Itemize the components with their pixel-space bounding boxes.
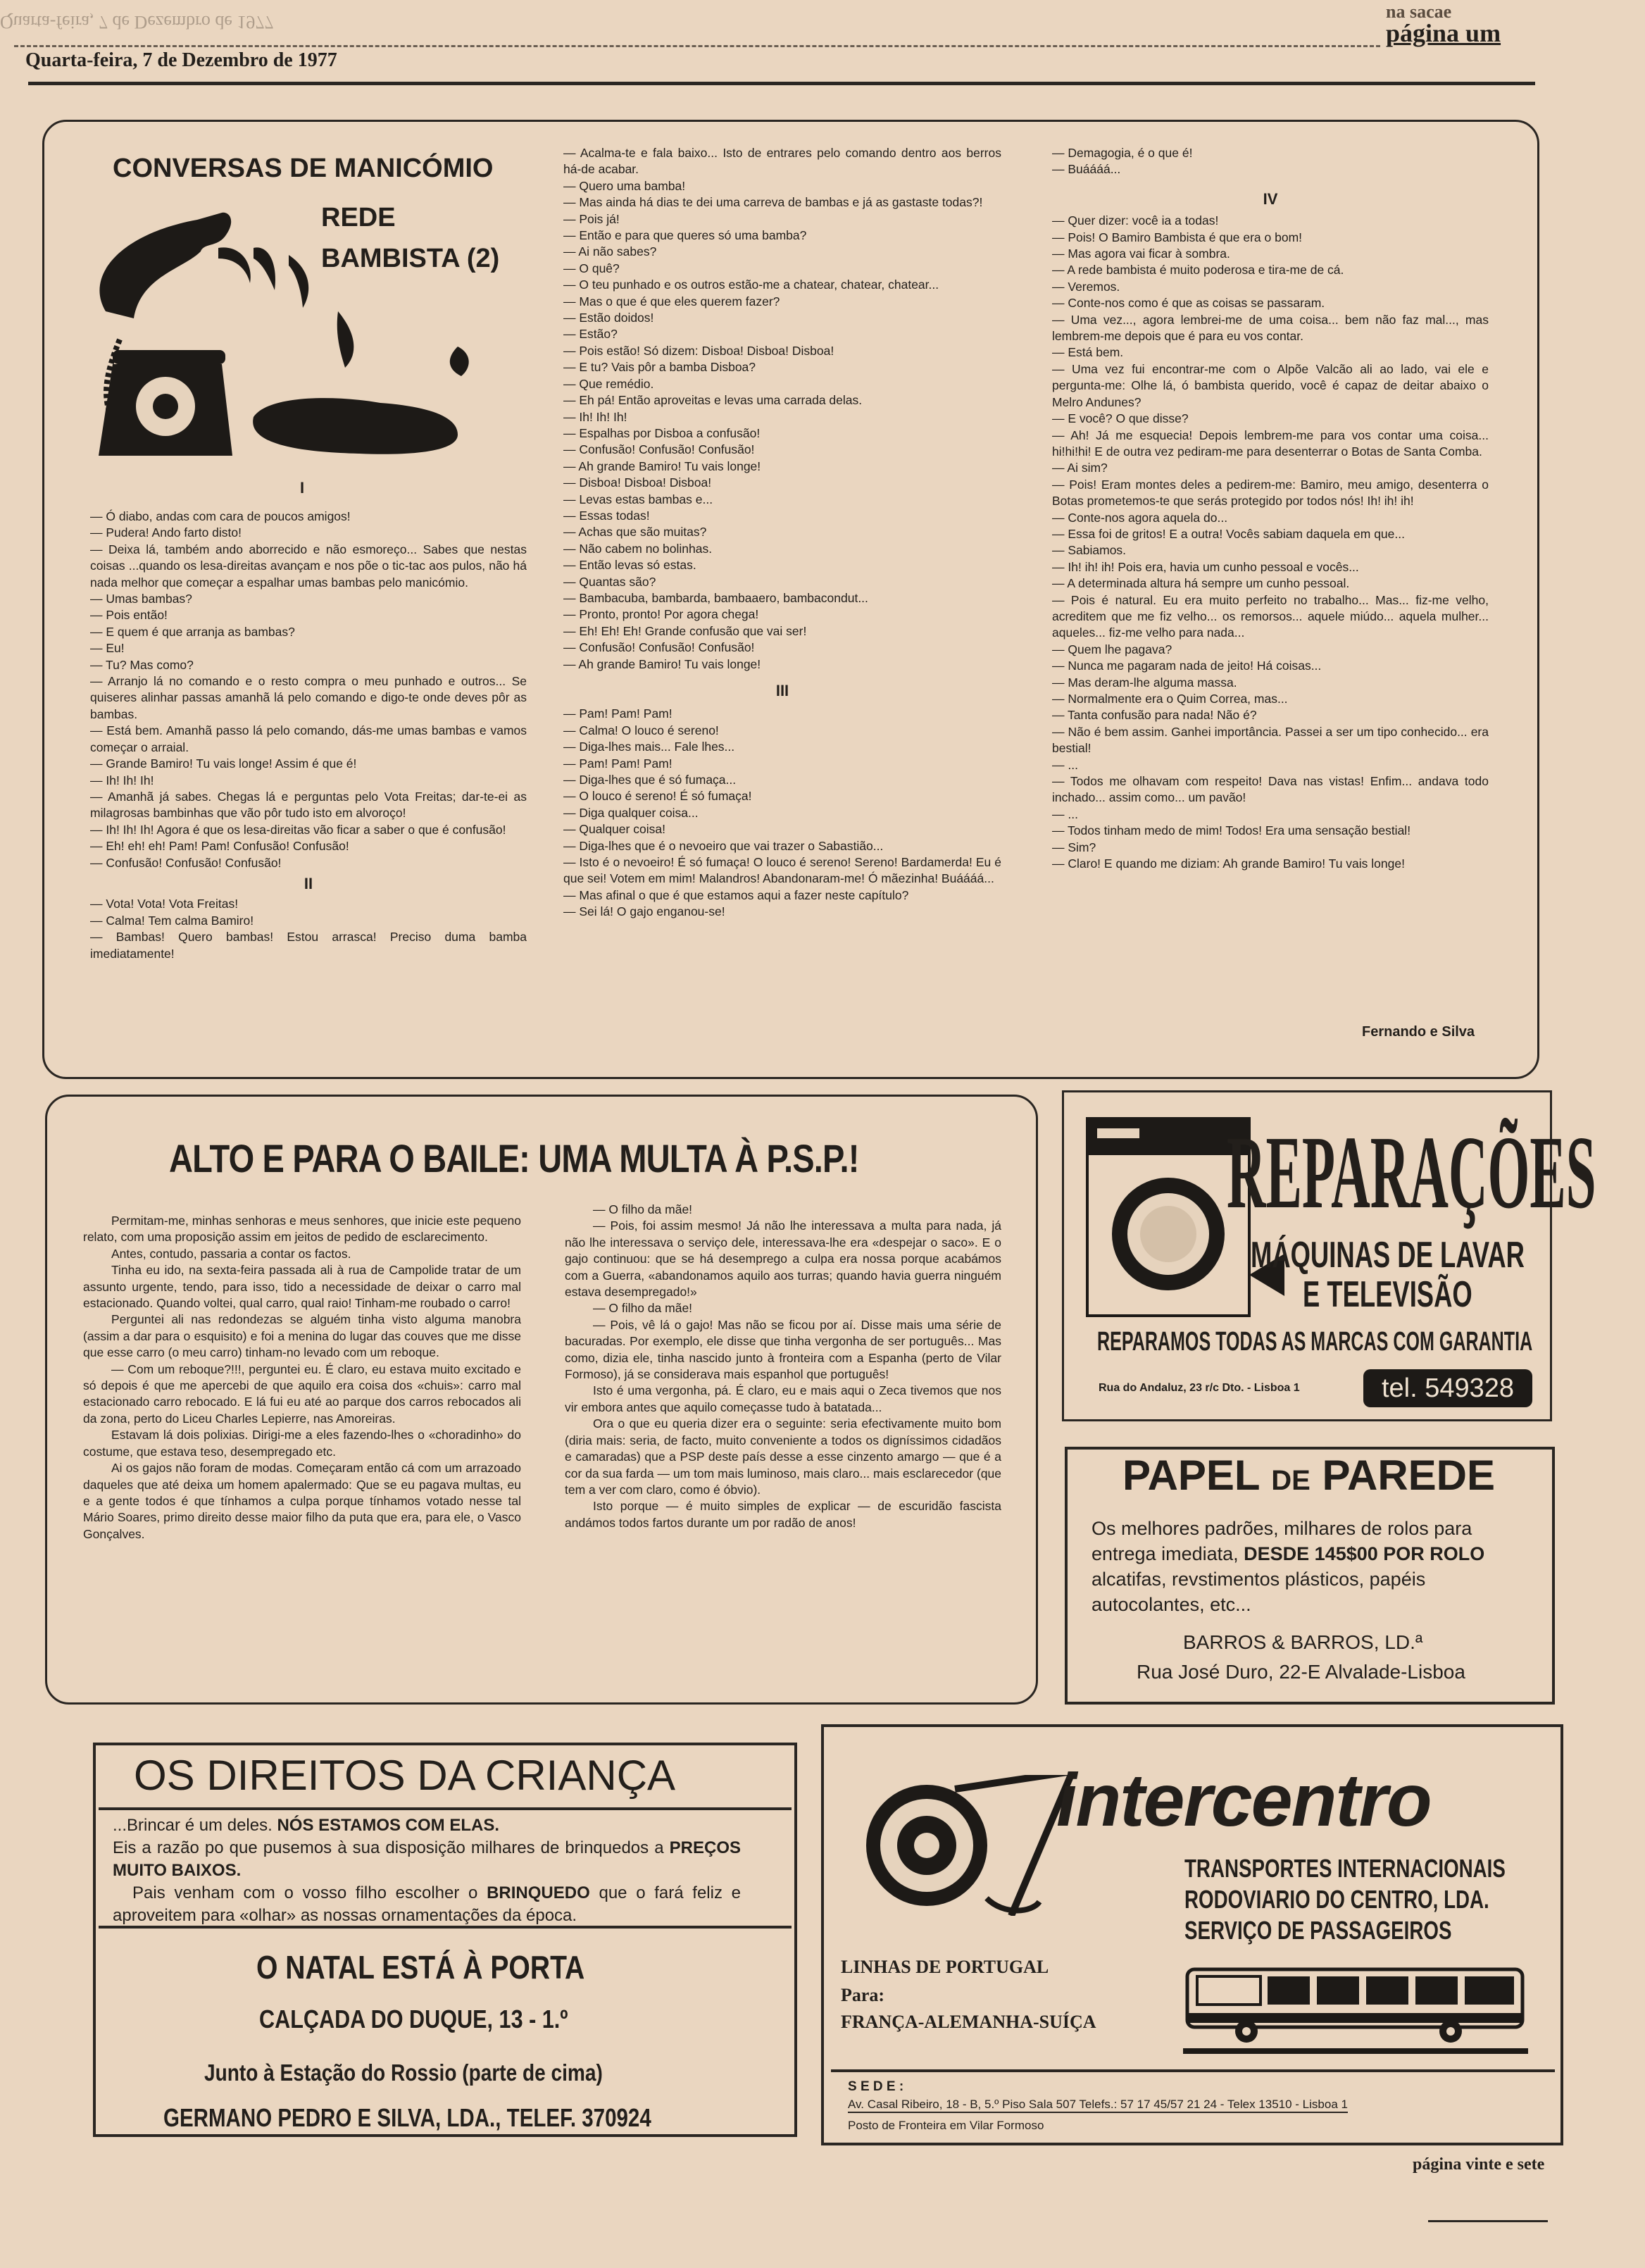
dialogue-line: — Grande Bamiro! Tu vais longe! Assim é que é! — [90, 756, 357, 771]
dialogue-line: — Sabiamos. — [1052, 543, 1127, 558]
paragraph: — O filho da mãe! — [593, 1301, 693, 1316]
dialogue-line: — Nunca me pagaram nada de jeito! Há coisas... — [1052, 659, 1322, 673]
ad-papel-body — [1092, 1516, 1528, 1617]
dialogue-line: — Ih! Ih! Ih! Agora é que os lesa-direitas vão ficar a saber o que é confusão! — [90, 822, 506, 837]
ad-intercentro-line3: SERVIÇO DE PASSAGEIROS — [1184, 1916, 1452, 1945]
dialogue-line: — Mas o que é que eles querem fazer? — [563, 294, 780, 309]
paragraph: Tinha eu ido, na sexta-feira passada ali à rua de Campolide tratar de um assunto urgente, tendo, para isso, tido a necessidade de deixar o carro mal estacionado. Quando voltei, qual carro, qual raio! Tinham-me roubado o carro! — [83, 1263, 521, 1311]
dialogue-line: — Quero uma bamba! — [563, 178, 686, 193]
dialogue-line: — A determinada altura há sempre um cunho pessoal. — [1052, 576, 1350, 591]
article1-title: CONVERSAS DE MANICÓMIO — [113, 154, 494, 183]
paragraph: — Com um reboque?!!!, perguntei eu. É claro, eu estava muito excitado e só depois é que me apercebi de que aquilo era coisa dos «chuis»: carro mal estacionado carro rebocado. E lá fui eu até ao parque dos carros rebocados ali da zona, perto do Liceu Charles Lepierre, nas Amoreiras. — [83, 1362, 521, 1426]
dialogue-line: — Vota! Vota! Vota Freitas! — [90, 897, 239, 911]
dialogue-line: — Pois já! — [563, 211, 620, 226]
article1-title-rede: REDE — [321, 203, 396, 232]
section-top-label: na sacae — [1386, 1, 1452, 22]
dialogue-line: — Eu! — [90, 641, 125, 656]
section-num-III: III — [775, 682, 789, 699]
ad-intercentro-para: Para: — [841, 1985, 885, 2005]
dialogue-line: — Pois então! — [90, 608, 168, 623]
article2-title: ALTO E PARA O BAILE: UMA MULTA À P.S.P.! — [169, 1136, 859, 1180]
dialogue-line: — Ah grande Bamiro! Tu vais longe! — [563, 459, 761, 473]
dialogue-line: — Estão? — [563, 327, 618, 342]
dialogue-line: — Demagogia, é o que é! — [1052, 146, 1193, 160]
ad-direitos-rule-mid — [99, 1926, 792, 1929]
article1-column-2 — [563, 145, 1001, 921]
dialogue-line: — Normalmente era o Quim Correa, mas... — [1052, 692, 1288, 706]
section-name: página um — [1386, 19, 1501, 47]
ad-intercentro-sede: S E D E : — [848, 2079, 904, 2094]
dialogue-line: — Eh pá! Então aproveitas e levas uma carrada delas. — [563, 393, 863, 408]
dialogue-line: — E você? O que disse? — [1052, 411, 1189, 426]
dialogue-line: — Pam! Pam! Pam! — [563, 756, 673, 771]
ad-direitos-rule-top — [99, 1807, 792, 1810]
ad-intercentro-sede-addr: Av. Casal Ribeiro, 18 - B, 5.º Piso Sala 507 Telefs.: 57 17 45/57 21 24 - Telex 13510 - Lisboa 1 — [848, 2098, 1348, 2113]
ad-intercentro-dest: FRANÇA-ALEMANHA-SUÍÇA — [841, 2012, 1096, 2032]
article1-column-3 — [1052, 145, 1489, 872]
ad-direitos-p2 — [113, 1837, 741, 1882]
text-bold: NÓS ESTAMOS COM ELAS. — [277, 1816, 500, 1835]
ad-direitos-p1 — [113, 1814, 741, 1837]
dialogue-line: — Essa foi de gritos! E a outra! Vocês sabiam daquela em que... — [1052, 526, 1405, 541]
dialogue-line: — Tu? Mas como? — [90, 657, 194, 672]
dialogue-line: — Pois! Eram montes deles a pedirem-me: Bamiro, meu amigo, desenterra o Botas prometemos-te que serás protegido por todos nós! Ih! ih! ih! — [1052, 477, 1489, 509]
ad-papel-body-b: alcatifas, revstimentos plásticos, papéis autocolantes, etc... — [1092, 1569, 1426, 1615]
ad-direitos-body — [113, 1814, 741, 1927]
paragraph: Isto é uma vergonha, pá. É claro, eu e mais aqui o Zeca tivemos que nos vir embora antes que aquilo começasse tudo à batatada... — [565, 1383, 1001, 1414]
ad-direitos-title: OS DIREITOS DA CRIANÇA — [134, 1752, 676, 1799]
article1-title-bambista: BAMBISTA (2) — [321, 244, 500, 273]
dialogue-line: — Essas todas! — [563, 508, 650, 523]
text: ...Brincar é um deles. — [113, 1816, 273, 1835]
dialogue-line: — Sei lá! O gajo enganou-se! — [563, 904, 725, 919]
ad-direitos-company: GERMANO PEDRO E SILVA, LDA., TELEF. 370924 — [163, 2103, 651, 2132]
dialogue-line: — Confusão! Confusão! Confusão! — [563, 640, 755, 655]
dialogue-line: — Pronto, pronto! Por agora chega! — [563, 607, 759, 622]
ad-direitos-p3 — [113, 1882, 741, 1927]
dialogue-line: — Quem lhe pagava? — [1052, 642, 1172, 656]
dialogue-line: — Então e para que queres só uma bamba? — [563, 228, 807, 243]
header-date: Quarta-feira, 7 de Dezembro de 1977 — [25, 49, 337, 71]
dialogue-line: — Está bem. Amanhã passo lá pelo comando, dás-me umas bambas e vamos começar o arraial. — [90, 723, 527, 754]
dialogue-line: — Espalhas por Disboa a confusão! — [563, 425, 761, 440]
dialogue-line: — Uma vez..., agora lembrei-me de uma coisa... bem não faz mal..., mas lembrem-me depois que é para eu vos contar. — [1052, 312, 1489, 344]
ad-papel-body-a: Os melhores padrões, milhares de rolos para entrega imediata, — [1092, 1518, 1472, 1564]
dialogue-line: — Disboa! Disboa! Disboa! — [563, 475, 712, 490]
dialogue-line: — Ai não sabes? — [563, 244, 657, 259]
dialogue-line: — Pois estão! Só dizem: Disboa! Disboa! Disboa! — [563, 343, 834, 358]
dialogue-line: — Não é bem assim. Ganhei importância. Passei a ser um tipo conhecido... era bestial! — [1052, 724, 1489, 756]
dialogue-line: — Pois! O Bamiro Bambista é que era o bom! — [1052, 230, 1303, 244]
dialogue-line: — Está bem. — [1052, 345, 1124, 360]
dialogue-line: — Pam! Pam! Pam! — [563, 706, 673, 721]
dialogue-line: — Diga-lhes que é só fumaça... — [563, 773, 737, 787]
ad-reparacoes-phone: tel. 549328 — [1363, 1369, 1532, 1407]
dialogue-line: — A rede bambista é muito poderosa e tira-me de cá. — [1052, 263, 1344, 278]
paragraph: Perguntei ali nas redondezas se alguém tinha visto alguma manobra (assim a dar para o esquisito) e foi a menina do lugar das couves que me disse que esse carro (o meu carro) tinham-no levado com um reboque. — [83, 1312, 521, 1360]
ad-reparacoes-line2: E TELEVISÃO — [1303, 1274, 1472, 1315]
dialogue-line: — Que remédio. — [563, 376, 654, 391]
article1-column-1a — [90, 509, 527, 962]
dialogue-line: — Então levas só estas. — [563, 558, 696, 573]
dialogue-line: — Deixa lá, também ando aborrecido e não esmoreço... Sabes que nestas coisas ...quando os lesa-direitas avançam e nos põe o tic-tac aos pulos, não há nada melhor que começar a espalhar umas bambas pelo manicómio. — [90, 542, 527, 590]
dialogue-line: — Quer dizer: você ia a todas! — [1052, 213, 1219, 228]
paragraph: Ora o que eu queria dizer era o seguinte: seria efectivamente muito bom (diria mais: seria, de facto, muito conveniente a todos os digníssimos cidadãos e camaradas) que a PSP deste país desse a esse cinzento amargo — que é a cor da sua farda — um tom mais luminoso, mais claro... mais esclarecedor (que tem a ver com claro, como é óbvio). — [565, 1416, 1001, 1497]
dialogue-line: — Eh! Eh! Eh! Grande confusão que vai ser! — [563, 623, 807, 638]
article1-signature: Fernando e Silva — [1362, 1024, 1475, 1040]
dialogue-line: — Ih! Ih! Ih! — [90, 773, 154, 787]
dialogue-line: — Bambas! Quero bambas! Estou arrasca! Preciso duma bamba imediatamente! — [90, 930, 527, 961]
dialogue-line: — Buáááá... — [1052, 162, 1121, 177]
bus-illustration — [1183, 1958, 1528, 2057]
dialogue-line: — Veremos. — [1052, 279, 1120, 294]
section-num-I: I — [300, 479, 305, 497]
dialogue-line: — O teu punhado e os outros estão-me a chatear, chatear, chatear... — [563, 278, 939, 292]
paragraph: — Pois, foi assim mesmo! Já não lhe interessava a multa para nada, já não lhe interessava o serviço dele, interessava-lhe era «despejar o saco». E o gajo continuou: que se há desemprego a culpa era nossa porque acabámos com a Guerra, «abandonamos aquilo aos turras; quando havia guerra ninguém estava desempregado!» — [565, 1219, 1001, 1300]
section-num-IV: IV — [1263, 189, 1278, 208]
paragraph: Estavam lá dois polixias. Dirigi-me a eles fazendo-lhes o «choradinho» do costume, que estava teso, desempregado etc. — [83, 1428, 521, 1459]
ad-intercentro-line2: RODOVIARIO DO CENTRO, LDA. — [1184, 1885, 1489, 1914]
section-num-II: II — [304, 874, 313, 892]
ad-direitos-natal: O NATAL ESTÁ À PORTA — [256, 1949, 585, 1986]
dialogue-line: — Quantas são? — [563, 574, 656, 589]
paragraph: — O filho da mãe! — [593, 1202, 693, 1216]
ad-direitos-address: CALÇADA DO DUQUE, 13 - 1.º — [259, 2005, 568, 2033]
dialogue-line: — Diga-lhes mais... Fale lhes... — [563, 740, 735, 754]
dialogue-line: — Mas ainda há dias te dei uma carreva de bambas e já as gastaste todas?! — [563, 195, 983, 210]
dialogue-line: — O louco é sereno! É só fumaça! — [563, 789, 752, 804]
dialogue-line: — Todos tinham medo de mim! Todos! Era uma sensação bestial! — [1052, 823, 1411, 838]
article2-column-2 — [565, 1202, 1001, 1531]
dialogue-line: — E tu? Vais pôr a bamba Disboa? — [563, 360, 756, 375]
dialogue-line: — Pudera! Ando farto disto! — [90, 525, 242, 540]
header-rule-dotted — [14, 45, 1380, 47]
dialogue-line: — Tanta confusão para nada! Não é? — [1052, 708, 1257, 723]
dialogue-line: — Ai sim? — [1052, 461, 1108, 475]
paragraph: Permitam-me, minhas senhoras e meus senhores, que inicie este pequeno relato, com uma proposição assim em jeitos de pedido de esclarecimento. — [83, 1214, 521, 1245]
dialogue-line: — Conte-nos agora aquela do... — [1052, 510, 1228, 525]
ad-reparacoes-address: Rua do Andaluz, 23 r/c Dto. - Lisboa 1 — [1099, 1382, 1300, 1394]
dialogue-line: — Bambacuba, bambarda, bambaaero, bambacondut... — [563, 590, 868, 605]
paragraph: Ai os gajos não foram de modas. Começaram então cá com um arrazoado daqueles que até deixa um homem apalermado: Que se eu pagava multas, eu e a gente todos é que tínhamos a culpa porque tínhamos votado nesse tal Mário Soares, primo direito desse maior filho da puta que era, para ele, o Vasco Gonçalves. — [83, 1461, 521, 1541]
dialogue-line: — Pois é natural. Eu era muito perfeito no trabalho... Mas... fiz-me velho, acreditem que me fiz velho... os remorsos... aquele miúdo... aquela mulher... aqueles... fiz-me velho para nada... — [1052, 592, 1489, 640]
footer-rule — [1428, 2220, 1548, 2222]
dialogue-line: — Conte-nos como é que as coisas se passaram. — [1052, 296, 1325, 311]
dialogue-line: — Eh! eh! eh! Pam! Pam! Confusão! Confusão! — [90, 839, 349, 854]
ad-papel-title-b: DE — [1271, 1465, 1311, 1496]
text-bold: PREÇOS MUITO BAIXOS. — [113, 1838, 742, 1880]
dialogue-line: — Ah! Já me esquecia! Depois lembrem-me para vos contar uma coisa... hi!hi!hi! E de outra vez pediram-me para desenterrar o Botas de Santa Comba. — [1052, 428, 1489, 459]
ad-papel-title-c: PAREDE — [1322, 1452, 1496, 1499]
dialogue-line: — Diga-lhes que é o nevoeiro que vai trazer o Sabastião... — [563, 838, 884, 853]
dialogue-line: — ... — [1052, 757, 1078, 772]
dialogue-line: — Claro! E quando me diziam: Ah grande Bamiro! Tu vais longe! — [1052, 856, 1405, 871]
dialogue-line: — O quê? — [563, 261, 620, 275]
ad-papel-address: Rua José Duro, 22-E Alvalade-Lisboa — [1137, 1661, 1465, 1683]
dialogue-line: — Acalma-te e fala baixo... Isto de entrares pelo comando dentro aos berros há-de acabar. — [563, 146, 1001, 177]
dialogue-line: — E quem é que arranja as bambas? — [90, 624, 295, 639]
dialogue-line: — Levas estas bambas e... — [563, 492, 713, 506]
dialogue-line: — Todos me olhavam com respeito! Dava nas vistas! Enfim... andava todo inchado... assim como... um pavão! — [1052, 774, 1489, 805]
dialogue-line: — Calma! O louco é sereno! — [563, 723, 719, 737]
dialogue-line: — Ih! ih! ih! Pois era, havia um cunho pessoal e vocês... — [1052, 559, 1359, 574]
dialogue-line: — Não cabem no bolinhas. — [563, 541, 713, 556]
text: Pais venham com o vosso filho escolher o — [132, 1883, 478, 1902]
dialogue-line: — Ah grande Bamiro! Tu vais longe! — [563, 656, 761, 671]
ad-intercentro-rule — [831, 2069, 1555, 2072]
dialogue-line: — Amanhã já sabes. Chegas lá e perguntas pelo Vota Freitas; dar-te-ei as milagrosas bambinhas que vão pôr tudo isto em alvoroço! — [90, 789, 527, 821]
ad-intercentro-lines-title: LINHAS DE PORTUGAL — [841, 1957, 1049, 1977]
dialogue-line: — Arranjo lá no comando e o resto compra o meu punhado e outros... Se quiseres alinhar passas amanhã lá pelo comando e digo-te onde deves pôr as bambas. — [90, 674, 527, 721]
text: Eis a razão po que pusemos à sua disposição milhares de brinquedos a — [113, 1838, 664, 1857]
dialogue-line: — Uma vez fui encontrar-me com o Alpõe Valcão ali ao lado, vai ele e pergunta-me: Olhe lá, ó bambista querido, você é capaz de deitar abaixo o Melro Andunes? — [1052, 361, 1489, 409]
telephone-illustration — [77, 192, 528, 473]
header-rule — [28, 82, 1535, 85]
paragraph: Isto porque — é muito simples de explicar — de escuridão fascista andámos todos fartos durante um por radão de anos! — [565, 1499, 1001, 1530]
dialogue-line: — Calma! Tem calma Bamiro! — [90, 913, 254, 928]
dialogue-line: — Diga qualquer coisa... — [563, 805, 699, 820]
ad-intercentro-posto: Posto de Fronteira em Vilar Formoso — [848, 2119, 1044, 2132]
ad-papel-title — [1122, 1451, 1495, 1500]
ad-papel-company: BARROS & BARROS, LD.ª — [1183, 1631, 1423, 1653]
dialogue-line: — Ih! Ih! Ih! — [563, 409, 627, 424]
ad-intercentro-logo: intercentro — [1056, 1759, 1431, 1842]
dialogue-line: — Mas agora vai ficar à sombra. — [1052, 247, 1230, 261]
dialogue-line: — Ó diabo, andas com cara de poucos amigos! — [90, 509, 351, 523]
paragraph: — Pois, vê lá o gajo! Mas não se ficou por aí. Disse mais uma série de bacuradas. Por exemplo, ele disse que tinha vergonha de ser português... Mas como, dizia ele, tinha nascido junto à fronteira com a Espanha (perto de Vilar Formoso), já se considerava mais espanhol que português! — [565, 1317, 1001, 1382]
dialogue-line: — Confusão! Confusão! Confusão! — [563, 442, 755, 457]
ad-direitos-junto: Junto à Estação do Rossio (parte de cima) — [204, 2060, 603, 2086]
dialogue-line: — Estão doidos! — [563, 311, 654, 325]
article2-column-1 — [83, 1213, 521, 1543]
text: que o fará feliz e aproveitem para «olhar» as nossas ornamentações da época. — [113, 1883, 742, 1925]
dialogue-line: — ... — [1052, 806, 1078, 821]
mirrored-header-bleed: Quarta-feira, 7 de Dezembro de 1977 — [0, 12, 274, 32]
ad-reparacoes-title: REPARAÇÕES — [1227, 1115, 1596, 1230]
page-number: página vinte e sete — [1413, 2155, 1545, 2174]
ad-reparacoes-line3: REPARAMOS TODAS AS MARCAS COM GARANTIA — [1097, 1327, 1533, 1357]
dialogue-line: — Qualquer coisa! — [563, 822, 665, 837]
dialogue-line: — Achas que são muitas? — [563, 525, 707, 540]
dialogue-line: — Mas afinal o que é que estamos aqui a fazer neste capítulo? — [563, 887, 909, 902]
dialogue-line: — Sim? — [1052, 840, 1096, 854]
ad-intercentro-line1: TRANSPORTES INTERNACIONAIS — [1184, 1854, 1506, 1883]
paragraph: Antes, contudo, passaria a contar os factos. — [111, 1246, 351, 1261]
dialogue-line: — Confusão! Confusão! Confusão! — [90, 855, 282, 870]
ad-reparacoes-line1: MÁQUINAS DE LAVAR — [1251, 1235, 1525, 1276]
dialogue-line: — Isto é o nevoeiro! É só fumaça! O louco é sereno! Sereno! Bardamerda! Eu é que sei! Votem em mim! Malandros! Abandonaram-me! Ó mãezinha! Buáááá... — [563, 855, 1001, 886]
ad-papel-title-a: PAPEL — [1122, 1452, 1260, 1499]
dialogue-line: — Mas deram-lhe alguma massa. — [1052, 675, 1237, 690]
ad-papel-price: DESDE 145$00 POR ROLO — [1244, 1543, 1485, 1564]
dialogue-line: — Umas bambas? — [90, 592, 192, 606]
text-bold: BRINQUEDO — [487, 1883, 590, 1902]
